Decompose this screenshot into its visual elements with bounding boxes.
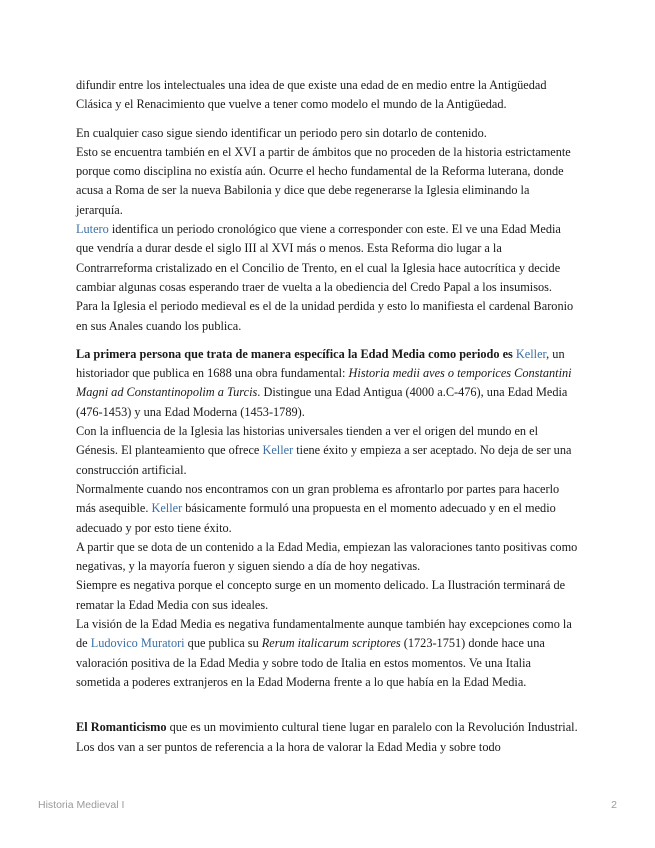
paragraph-muratori: La visión de la Edad Media es negativa fundamentalmente aunque también hay excepciones como la de Ludovico Muratori que publica su Rerum italicarum scriptores (1723-1751) donde hace una valoración positiva de la Edad Media y sobre todo de Italia en estos momentos. Ve una Italia sometida a poderes extranjeros en la Edad Moderna frente a lo que había en la Edad Media. bbox=[76, 617, 572, 689]
paragraph-problema: Normalmente cuando nos encontramos con un gran problema es afrontarlo por partes para hacerlo más asequible. Keller básicamente formuló una propuesta en el momento adecuado y en el medio adecuado y por esto tiene éxito. bbox=[76, 481, 560, 535]
document-body bbox=[76, 76, 578, 757]
paragraph-romanticismo: El Romanticismo que es un movimiento cultural tiene lugar en paralelo con la Revolución Industrial. Los dos van a ser puntos de referencia a la hora de valorar la Edad Media y sobre todo bbox=[76, 720, 578, 754]
paragraph-ilustracion: Siempre es negativa porque el concepto surge en un momento delicado. La Ilustración terminará de rematar la Edad Media con sus ideales. bbox=[76, 578, 566, 612]
footer-title: Historia Medieval I bbox=[38, 799, 125, 811]
paragraph-intro: difundir entre los intelectuales una idea de que existe una edad de en medio entre la Antigüedad Clásica y el Renacimiento que vuelve a tener como modelo el mundo de la Antigüedad. bbox=[76, 78, 547, 112]
link-muratori[interactable]: Ludovico Muratori bbox=[90, 636, 185, 651]
book-title: Rerum italicarum scriptores bbox=[261, 636, 401, 651]
paragraph-valoraciones: A partir que se dota de un contenido a la Edad Media, empiezan las valoraciones tanto positivas como negativas, y la mayoría fueron y siguen siendo a día de hoy negativas. bbox=[76, 539, 578, 574]
link-lutero[interactable]: Lutero bbox=[76, 222, 109, 237]
link-keller-2[interactable]: Keller bbox=[262, 443, 294, 458]
page-footer bbox=[38, 799, 617, 815]
paragraph-keller: La primera persona que trata de manera específica la Edad Media como periodo es Keller, un historiador que publica en 1688 una obra fundamental: Historia medii aves o temporices Constantini Magni ad Constantinopolim a Turcis. Distingue una Edad Antigua (4000 a.C-476), una Edad Media (476-1453) y una Edad Moderna (1453-1789). bbox=[76, 346, 572, 419]
paragraph-reforma: Esto se encuentra también en el XVI a partir de ámbitos que no proceden de la historia estrictamente porque como disciplina no existía aún. Ocurre el hecho fundamental de la Reforma luterana, donde acusa a Roma de ser la nueva Babilonia y dice que debe regenerarse la Iglesia eliminando la jerarquía. bbox=[76, 144, 571, 217]
paragraph-lutero: Lutero identifica un periodo cronológico que viene a corresponder con este. El ve una Edad Media que vendría a durar desde el siglo III al XVI más o menos. Esta Reforma dio lugar a la Contrarreforma cristalizado en el Concilio de Trento, en el cual la Iglesia hace autocrítica y decide cambiar algunas cosas esperando traer de vuelta a la obediencia del Credo Papal a los insumisos. bbox=[76, 222, 561, 294]
page-number: 2 bbox=[611, 799, 617, 811]
paragraph-iglesia: Para la Iglesia el periodo medieval es el de la unidad perdida y esto lo manifiesta el cardenal Baronio en sus Anales cuando los publica. bbox=[76, 299, 574, 333]
book-title: Historia medii aves o temporices Constantini Magni ad Constantinopolim a Turcis bbox=[76, 366, 572, 400]
paragraph-genesis: Con la influencia de la Iglesia las historias universales tienden a ver el origen del mundo en el Génesis. El planteamiento que ofrece Keller tiene éxito y empieza a ser aceptado. No deja de ser una construcción artificial. bbox=[76, 424, 572, 477]
link-keller[interactable]: Keller bbox=[515, 346, 547, 361]
paragraph-periodo: En cualquier caso sigue siendo identificar un periodo pero sin dotarlo de contenido. bbox=[76, 125, 487, 140]
link-keller-3[interactable]: Keller bbox=[151, 501, 183, 516]
